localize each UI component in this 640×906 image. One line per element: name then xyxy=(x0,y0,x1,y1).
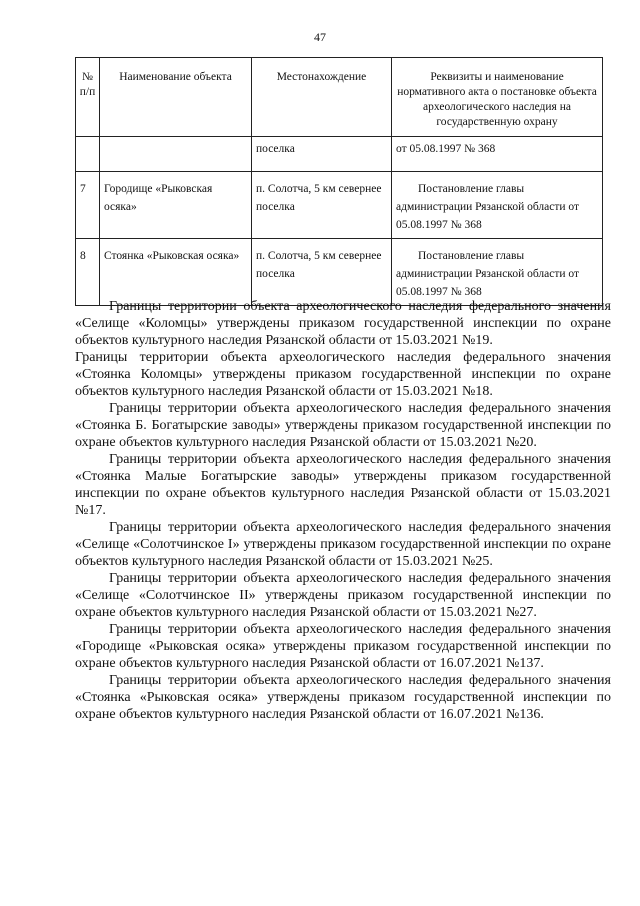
cell-name: Городище «Рыковская осяка» xyxy=(100,172,252,239)
cell-location: п. Солотча, 5 км севернее поселка xyxy=(252,239,392,306)
heritage-objects-table xyxy=(75,57,603,306)
table-row xyxy=(76,239,603,306)
paragraph: Границы территории объекта археологического наследия федерального значения «Стоянка Коломцы» утверждены приказом государственной инспекции по охране объектов культурного наследия Рязанской области от 15.03.2021 №18. xyxy=(75,350,611,399)
paragraph: Границы территории объекта археологического наследия федерального значения «Селище «Солотчинское I» утверждены приказом государственной инспекции по охране объектов культурного наследия Рязанской области от 15.03.2021 №25. xyxy=(75,520,611,569)
header-name: Наименование объекта xyxy=(100,58,252,137)
cell-name xyxy=(100,137,252,172)
cell-num: 8 xyxy=(76,239,100,306)
page-number: 47 xyxy=(314,30,326,44)
cell-requisites xyxy=(392,172,603,239)
cell-num xyxy=(76,137,100,172)
cell-num: 7 xyxy=(76,172,100,239)
cell-requisites-text: Постановление главы администрации Рязанской области от 05.08.1997 № 368 xyxy=(396,183,580,231)
table-row xyxy=(76,137,603,172)
header-location: Местонахождение xyxy=(252,58,392,137)
paragraph: Границы территории объекта археологического наследия федерального значения «Городище «Рыковская осяка» утверждены приказом государственной инспекции по охране объектов культурного наследия Рязанской области от 16.07.2021 №137. xyxy=(75,622,611,671)
table-row xyxy=(76,172,603,239)
cell-name: Стоянка «Рыковская осяка» xyxy=(100,239,252,306)
paragraph: Границы территории объекта археологического наследия федерального значения «Стоянка «Рыковская осяка» утверждены приказом государственной инспекции по охране объектов культурного наследия Рязанской области от 16.07.2021 №136. xyxy=(75,673,611,722)
paragraph: Границы территории объекта археологического наследия федерального значения «Стоянка Малые Богатырские заводы» утверждены приказом государственной инспекции по охране объектов культурного наследия Рязанской области от 15.03.2021 №17. xyxy=(75,452,611,518)
paragraph: Границы территории объекта археологического наследия федерального значения «Селище «Коломцы» утверждены приказом государственной инспекции по охране объектов культурного наследия Рязанской области от 15.03.2021 №19. xyxy=(75,299,611,348)
cell-requisites-text: Постановление главы администрации Рязанской области от 05.08.1997 № 368 xyxy=(396,250,580,298)
body-text xyxy=(75,298,611,723)
table-header-row xyxy=(76,58,603,137)
cell-requisites: от 05.08.1997 № 368 xyxy=(392,137,603,172)
cell-location: п. Солотча, 5 км севернее поселка xyxy=(252,172,392,239)
header-requisites: Реквизиты и наименование нормативного акта о постановке объекта археологического наследия на государственную охрану xyxy=(392,58,603,137)
paragraph: Границы территории объекта археологического наследия федерального значения «Селище «Солотчинское II» утверждены приказом государственной инспекции по охране объектов культурного наследия Рязанской области от 15.03.2021 №27. xyxy=(75,571,611,620)
header-num: № п/п xyxy=(76,58,100,137)
cell-location: поселка xyxy=(252,137,392,172)
paragraph: Границы территории объекта археологического наследия федерального значения «Стоянка Б. Богатырские заводы» утверждены приказом государственной инспекции по охране объектов культурного наследия Рязанской области от 15.03.2021 №20. xyxy=(75,401,611,450)
cell-requisites xyxy=(392,239,603,306)
